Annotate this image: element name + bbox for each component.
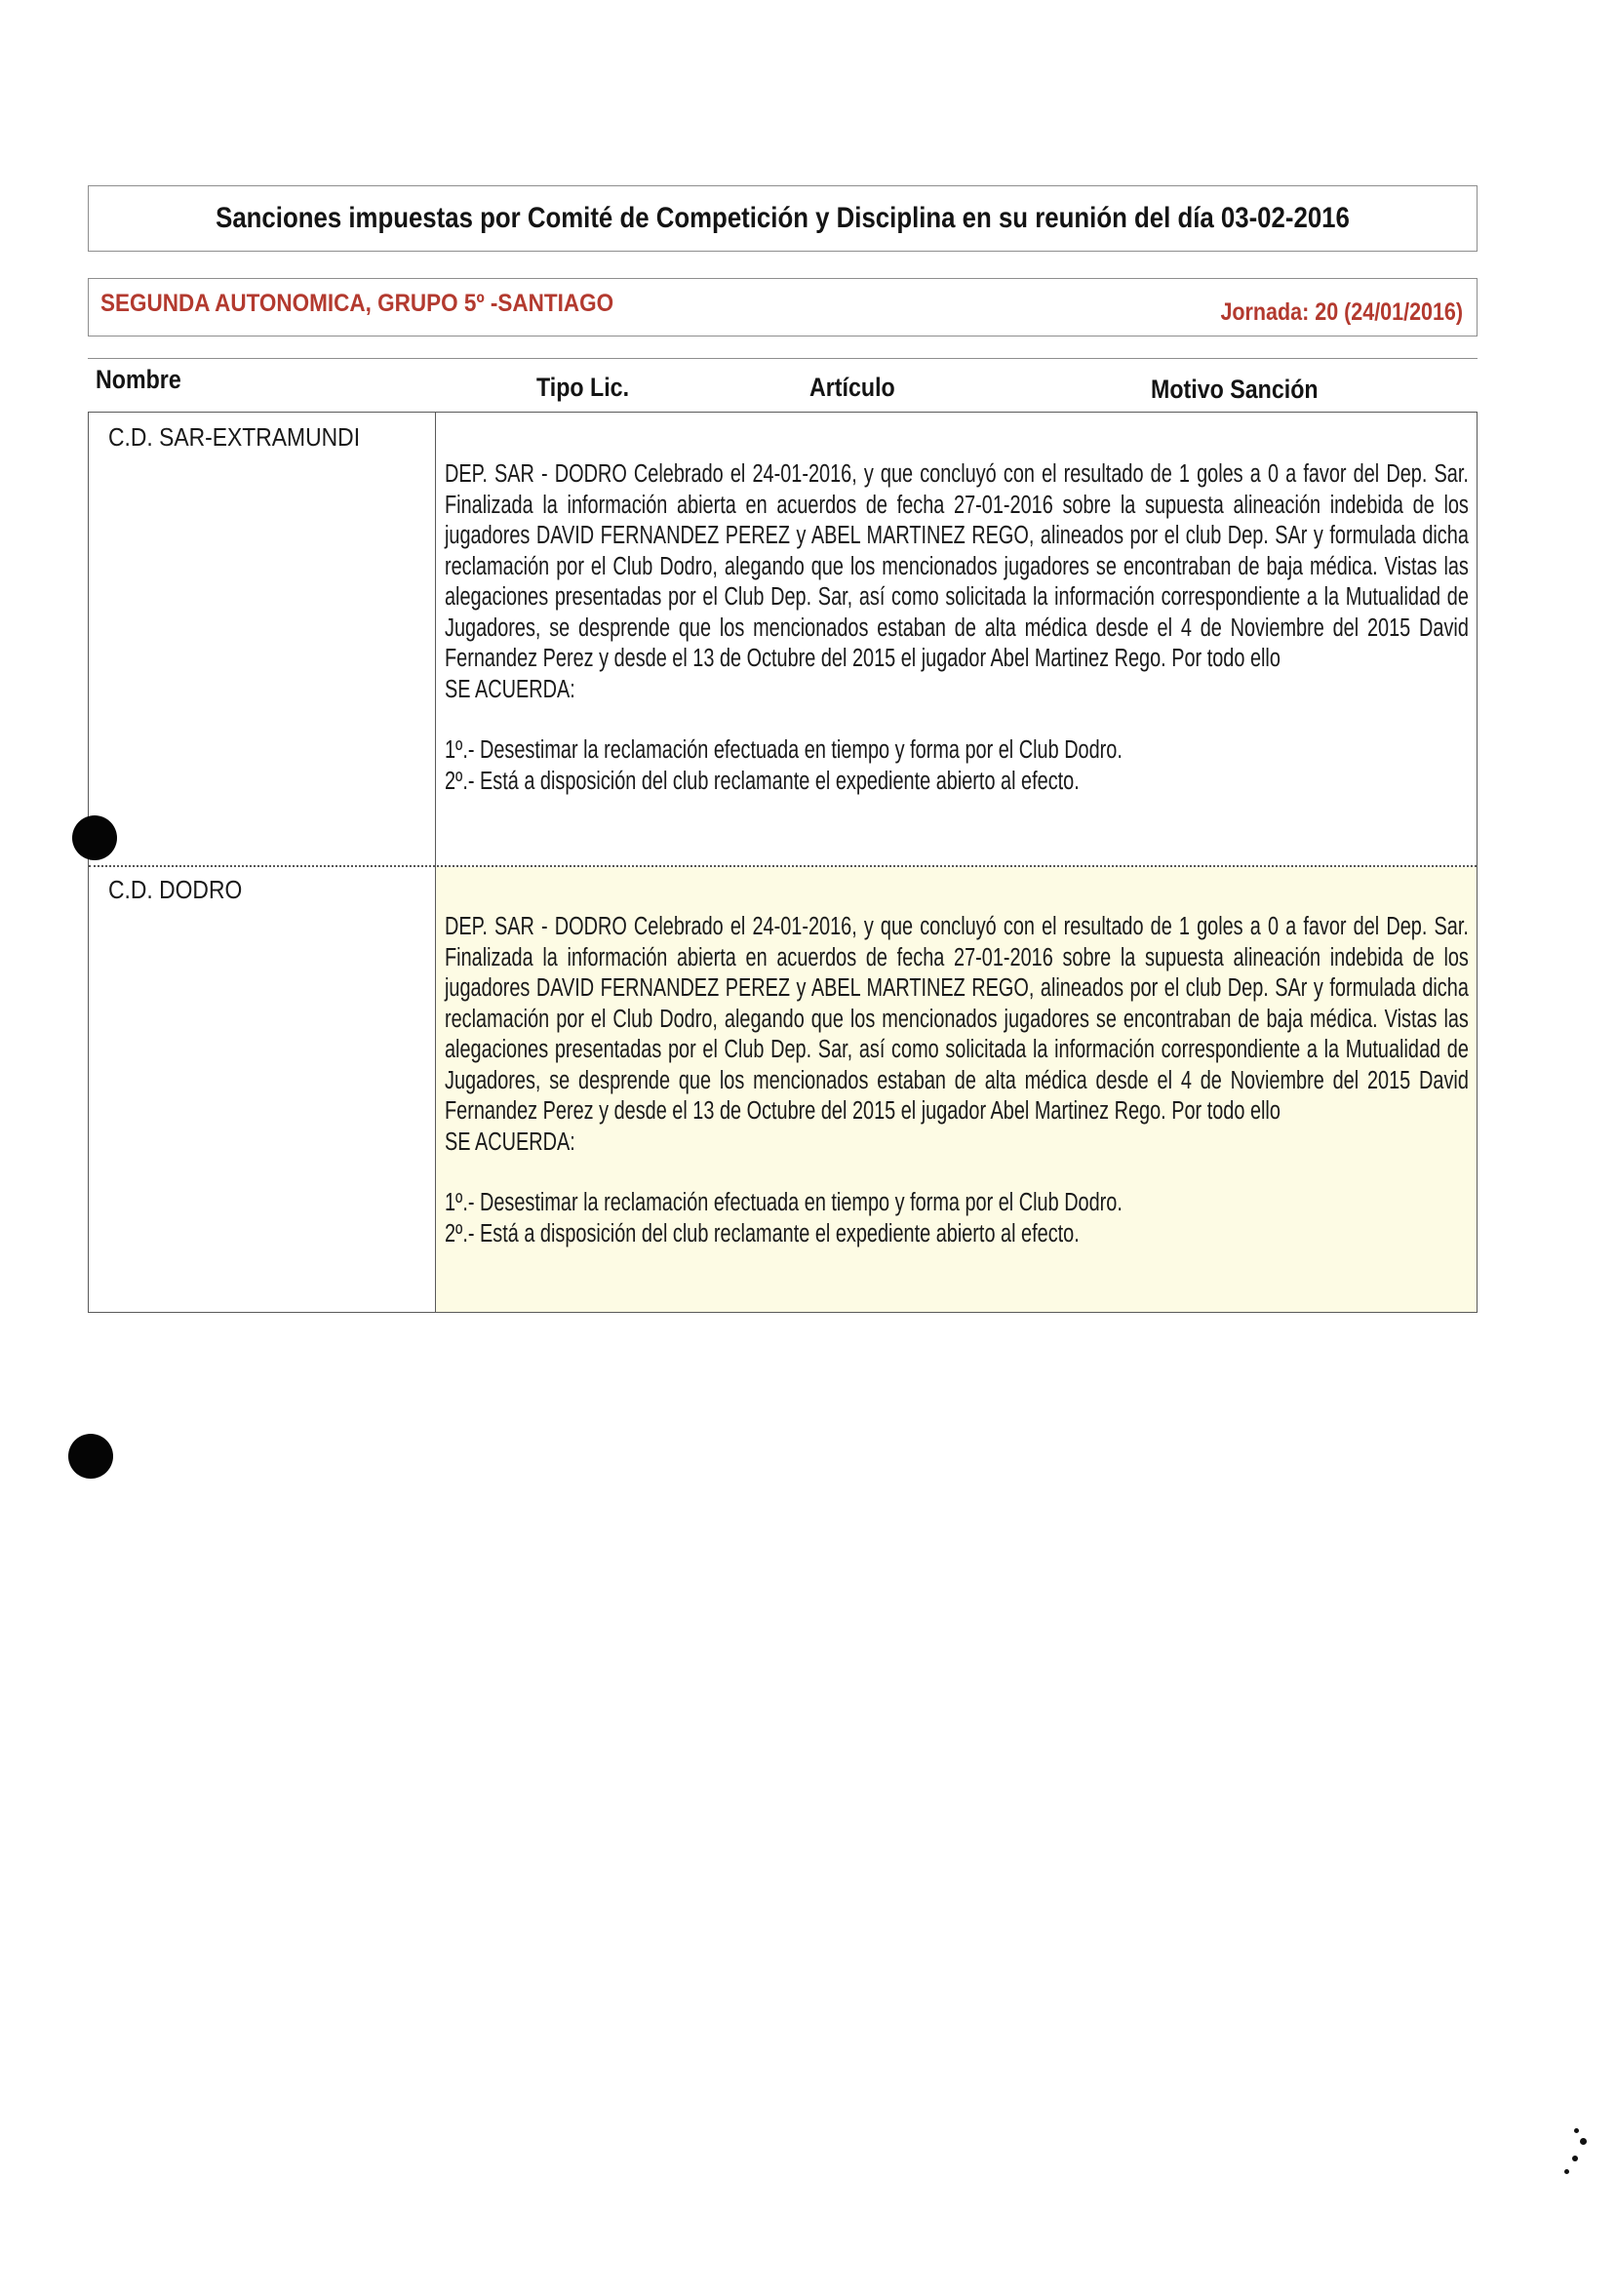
punch-hole [72, 815, 117, 860]
scan-specks [1560, 2128, 1599, 2187]
sanction-reason [445, 459, 1469, 797]
jornada-label: Jornada: 20 (24/01/2016) [1220, 298, 1463, 326]
column-header-motivo: Motivo Sanción [1151, 375, 1319, 404]
group-name: SEGUNDA AUTONOMICA, GRUPO 5º -SANTIAGO [100, 290, 614, 317]
punch-hole [68, 1434, 113, 1479]
reason-paragraph: DEP. SAR - DODRO Celebrado el 24-01-2016, y que concluyó con el resultado de 1 goles a 0 a favor del Dep. Sar. Finalizada la información abierta en acuerdos de fecha 27-01-2016 sobre la supuesta alineación indebida de los jugadores DAVID FERNANDEZ PEREZ y ABEL MARTINEZ REGO, alineados por el club Dep. SAr y formulada dicha reclamación por el Club Dodro, alegando que los mencionados jugadores se encontraban de baja médica. Vistas las alegaciones presentadas por el Club Dep. Sar, así como solicitada la información correspondiente a la Mutualidad de Jugadores, se desprende que los mencionados estaban de alta médica desde el 4 de Noviembre del 2015 David Fernandez Perez y desde el 13 de Octubre del 2015 el jugador Abel Martinez Rego. Por todo ello [445, 460, 1469, 672]
column-divider [435, 413, 436, 1312]
agreement-label: SE ACUERDA: [445, 675, 575, 703]
row-separator [89, 865, 1477, 867]
column-header-tipo-lic: Tipo Lic. [536, 373, 630, 402]
agreement-point-2: 2º.- Está a disposición del club reclamante el expediente abierto al efecto. [445, 1219, 1080, 1247]
agreement-point-1: 1º.- Desestimar la reclamación efectuada en tiempo y forma por el Club Dodro. [445, 1189, 1123, 1216]
agreement-point-2: 2º.- Está a disposición del club reclamante el expediente abierto al efecto. [445, 767, 1080, 795]
sanction-reason [445, 912, 1469, 1249]
agreement-point-1: 1º.- Desestimar la reclamación efectuada en tiempo y forma por el Club Dodro. [445, 736, 1123, 764]
reason-paragraph: DEP. SAR - DODRO Celebrado el 24-01-2016, y que concluyó con el resultado de 1 goles a 0 a favor del Dep. Sar. Finalizada la información abierta en acuerdos de fecha 27-01-2016 sobre la supuesta alineación indebida de los jugadores DAVID FERNANDEZ PEREZ y ABEL MARTINEZ REGO, alineados por el club Dep. SAr y formulada dicha reclamación por el Club Dodro, alegando que los mencionados jugadores se encontraban de baja médica. Vistas las alegaciones presentadas por el Club Dep. Sar, así como solicitada la información correspondiente a la Mutualidad de Jugadores, se desprende que los mencionados estaban de alta médica desde el 4 de Noviembre del 2015 David Fernandez Perez y desde el 13 de Octubre del 2015 el jugador Abel Martinez Rego. Por todo ello [445, 913, 1469, 1125]
club-name: C.D. SAR-EXTRAMUNDI [108, 422, 361, 452]
header-divider [88, 358, 1478, 359]
agreement-label: SE ACUERDA: [445, 1128, 575, 1156]
club-name: C.D. DODRO [108, 875, 243, 904]
page-title: Sanciones impuestas por Comité de Competición y Disciplina en su reunión del día 03-02-2016 [216, 202, 1350, 234]
title-box [88, 185, 1478, 252]
sanctions-table [88, 412, 1478, 1313]
column-header-articulo: Artículo [809, 373, 895, 402]
group-header [88, 278, 1478, 336]
column-header-nombre: Nombre [96, 365, 181, 394]
